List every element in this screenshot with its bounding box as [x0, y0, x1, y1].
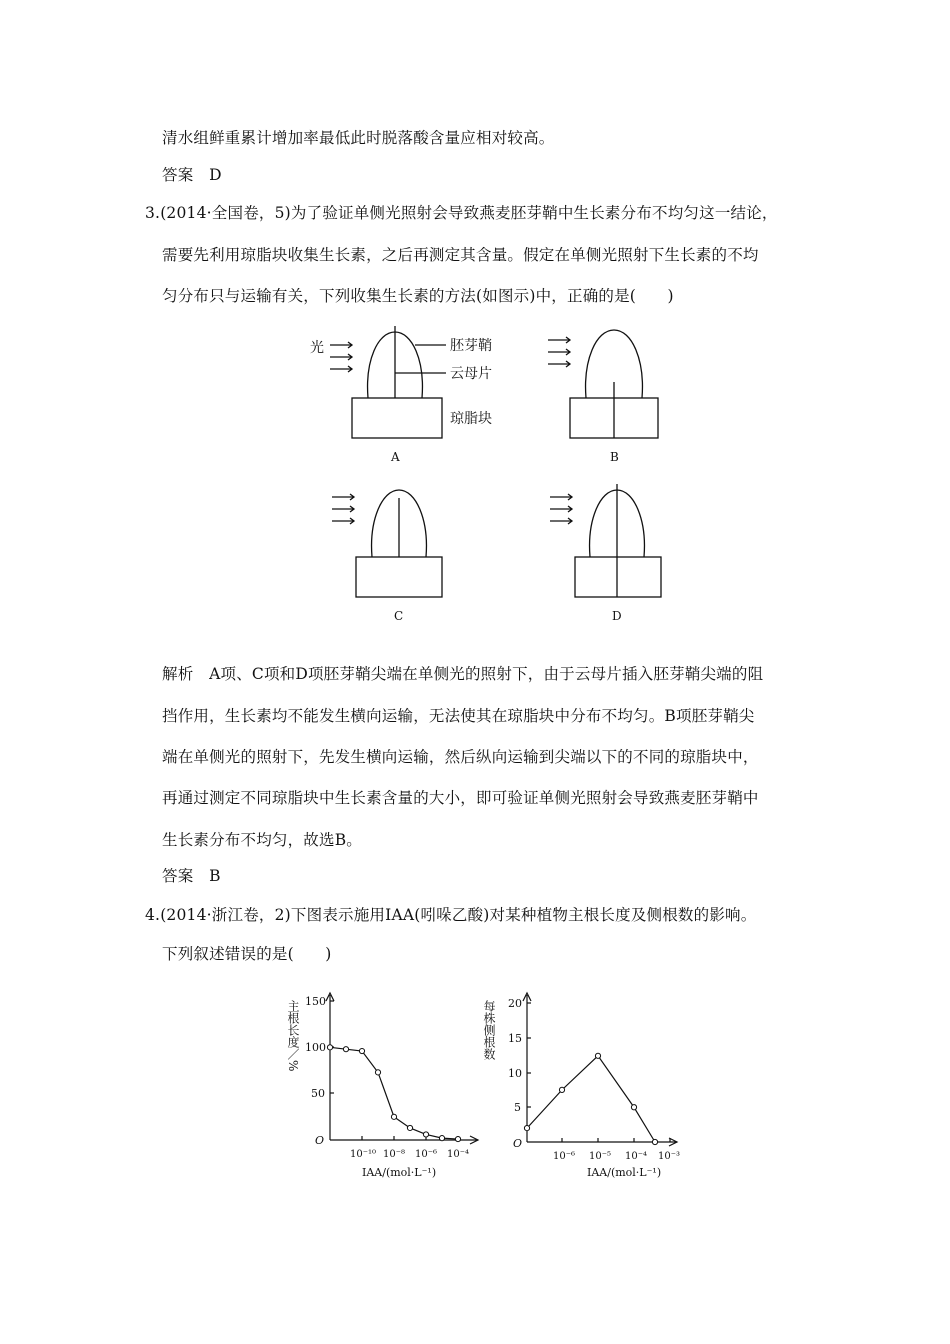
- data-point: [455, 1136, 460, 1141]
- x-tick-label: 10⁻⁴: [625, 1151, 648, 1162]
- y-tick-label: 150: [305, 995, 326, 1008]
- coleoptile-figure: [300, 325, 680, 630]
- y-tick-label: 100: [305, 1041, 326, 1054]
- chart-1-series: [327, 1045, 460, 1142]
- panel-a: [330, 326, 446, 438]
- y-axis-label: 每株侧根数: [482, 1000, 496, 1060]
- data-point: [359, 1048, 364, 1053]
- data-point: [524, 1126, 529, 1131]
- y-tick-label: 15: [508, 1032, 522, 1045]
- data-point: [559, 1087, 564, 1092]
- origin-label: O: [315, 1134, 325, 1147]
- lateral-root-count-chart: [480, 985, 690, 1185]
- light-label: 光: [310, 340, 324, 356]
- chart-2-series: [524, 1053, 657, 1144]
- series-line: [330, 1047, 458, 1139]
- data-point: [595, 1053, 600, 1058]
- x-tick-label: 10⁻⁵: [589, 1151, 612, 1162]
- question-3-line-3: 匀分布只与运输有关，下列收集生长素的方法(如图示)中，正确的是( ): [162, 287, 674, 305]
- x-axis-label: IAA/(mol·L⁻¹): [587, 1166, 662, 1179]
- origin-label: O: [513, 1137, 523, 1150]
- explanation-line-3: 端在单侧光的照射下，先发生横向运输，然后纵向运输到尖端以下的不同的琼脂块中，: [162, 748, 759, 766]
- data-point: [631, 1105, 636, 1110]
- explanation-line-4: 再通过测定不同琼脂块中生长素含量的大小，即可验证单侧光照射会导致燕麦胚芽鞘中: [162, 789, 759, 807]
- panel-d-label: D: [612, 609, 622, 623]
- question-4-line-1: 4.(2014·浙江卷，2)下图表示施用IAA(吲哚乙酸)对某种植物主根长度及侧根数的影响。: [145, 906, 757, 924]
- panel-b-label: B: [610, 450, 619, 464]
- question-3-line-2: 需要先利用琼脂块收集生长素，之后再测定其含量。假定在单侧光照射下生长素的不均: [162, 246, 759, 264]
- text-line: 清水组鲜重累计增加率最低此时脱落酸含量应相对较高。: [162, 129, 555, 147]
- answer-line: 答案 B: [162, 867, 221, 885]
- series-line: [527, 1056, 655, 1142]
- y-tick-label: 50: [311, 1087, 325, 1100]
- y-axis-label: 主根长度／%: [286, 1000, 300, 1072]
- panel-c: [332, 490, 442, 597]
- y-tick-label: 20: [508, 997, 522, 1010]
- data-point: [375, 1070, 380, 1075]
- mica-label: 云母片: [450, 366, 492, 382]
- answer-line: 答案 D: [162, 166, 222, 184]
- main-root-length-chart: [280, 985, 490, 1185]
- y-tick-label: 5: [514, 1101, 521, 1114]
- panel-c-label: C: [394, 609, 404, 623]
- question-3-line-1: 3.(2014·全国卷，5)为了验证单侧光照射会导致燕麦胚芽鞘中生长素分布不均匀这一结论，: [145, 204, 778, 222]
- data-point: [439, 1136, 444, 1141]
- data-point: [423, 1132, 428, 1137]
- data-point: [391, 1114, 396, 1119]
- x-tick-label: 10⁻⁸: [383, 1149, 406, 1160]
- explanation-line-1: 解析 A项、C项和D项胚芽鞘尖端在单侧光的照射下，由于云母片插入胚芽鞘尖端的阻: [162, 665, 764, 683]
- data-point: [652, 1139, 657, 1144]
- data-point: [407, 1125, 412, 1130]
- x-tick-label: 10⁻⁶: [415, 1149, 438, 1160]
- agar-label: 琼脂块: [450, 411, 492, 427]
- panel-d: [550, 484, 661, 597]
- explanation-line-2: 挡作用，生长素均不能发生横向运输，无法使其在琼脂块中分布不均匀。B项胚芽鞘尖: [162, 707, 755, 725]
- data-point: [327, 1045, 332, 1050]
- x-tick-label: 10⁻¹⁰: [350, 1149, 377, 1160]
- data-point: [343, 1047, 348, 1052]
- explanation-line-5: 生长素分布不均匀，故选B。: [162, 831, 362, 849]
- y-tick-label: 10: [508, 1067, 522, 1080]
- coleoptile-label: 胚芽鞘: [450, 338, 492, 354]
- x-tick-label: 10⁻³: [658, 1151, 681, 1162]
- x-tick-label: 10⁻⁶: [553, 1151, 576, 1162]
- panel-a-label: A: [391, 450, 400, 464]
- x-tick-label: 10⁻⁴: [447, 1149, 470, 1160]
- x-axis-label: IAA/(mol·L⁻¹): [362, 1166, 437, 1179]
- question-4-line-2: 下列叙述错误的是( ): [162, 945, 332, 963]
- panel-b: [548, 330, 658, 438]
